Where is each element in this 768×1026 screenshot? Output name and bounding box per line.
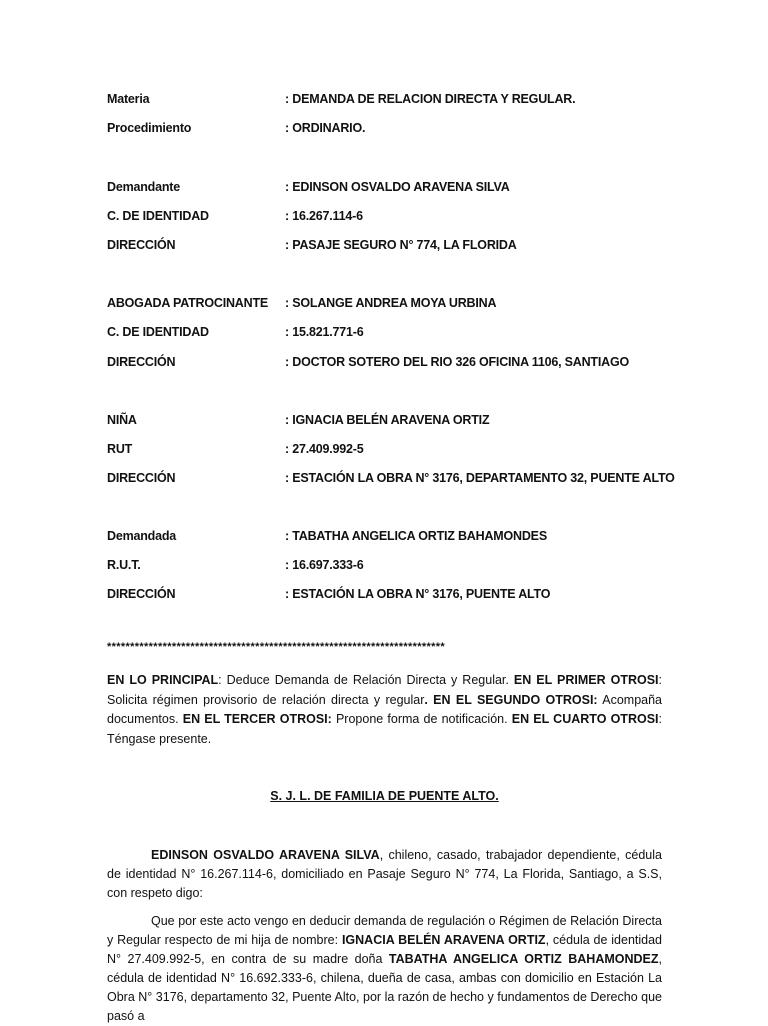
plaintiff-name: EDINSON OSVALDO ARAVENA SILVA xyxy=(151,848,380,862)
nina-rut-value: : 27.409.992-5 xyxy=(285,442,364,456)
separator-line: ************************************************************************* xyxy=(107,641,446,653)
sumilla-cuarto-otrosi: EN EL CUARTO OTROSI xyxy=(511,712,659,726)
header-row-nina xyxy=(107,413,707,431)
demandada-rut-label: R.U.T. xyxy=(107,558,141,572)
header-row-demandante-ci xyxy=(107,209,707,227)
sumilla-principal: EN LO PRINCIPAL xyxy=(107,673,219,687)
claim-text-1: Que por este acto vengo en deducir demanda de regulación o Régimen de Relación Directa y Regular respecto de mi hija de nombre: xyxy=(107,914,662,947)
header-row-abogada-dir xyxy=(107,355,707,373)
demandante-ci-value: : 16.267.114-6 xyxy=(285,209,363,223)
claim-text-2: , cédula de identidad N° 27.409.992-5, en contra de su madre doña xyxy=(107,933,663,966)
sumilla-text-1: : Deduce Demanda de Relación Directa y Regular. xyxy=(218,673,514,687)
abogada-dir-label: DIRECCIÓN xyxy=(107,355,176,369)
demandante-ci-label: C. DE IDENTIDAD xyxy=(107,209,209,223)
demandada-dir-value: : ESTACIÓN LA OBRA N° 3176, PUENTE ALTO xyxy=(285,587,551,601)
court-heading: S. J. L. DE FAMILIA DE PUENTE ALTO. xyxy=(270,789,499,803)
demandante-dir-label: DIRECCIÓN xyxy=(107,238,176,252)
nina-label: NIÑA xyxy=(107,413,137,427)
header-row-demandante xyxy=(107,180,707,198)
abogada-label: ABOGADA PATROCINANTE xyxy=(107,296,269,310)
sumilla-text-4: Propone forma de notificación. xyxy=(331,712,512,726)
intro-paragraph xyxy=(107,846,662,903)
claim-text-3: , cédula de identidad N° 16.692.333-6, chilena, dueña de casa, ambas con domicilio en Estación La Obra N° 3176, departamento 32, Puente Alto, por la razón de hecho y fundamentos de Derecho que pasó a xyxy=(107,952,662,1023)
intro-text: , chileno, casado, trabajador dependiente, cédula de identidad N° 16.267.114-6, domiciliado en Pasaje Seguro N° 774, La Florida, Santiago, a S.S, con respeto digo: xyxy=(107,848,662,900)
header-row-demandada xyxy=(107,529,707,547)
abogada-value: : SOLANGE ANDREA MOYA URBINA xyxy=(285,296,497,310)
nina-rut-label: RUT xyxy=(107,442,133,456)
sumilla-segundo-otrosi: . EN EL SEGUNDO OTROSI: xyxy=(424,692,598,707)
sumilla-text-5: : Téngase presente. xyxy=(107,712,662,746)
header-row-abogada xyxy=(107,296,707,314)
procedimiento-value: : ORDINARIO. xyxy=(285,121,366,135)
header-row-demandante-dir xyxy=(107,238,707,256)
header-row-nina-rut xyxy=(107,442,707,460)
sumilla-primer-otrosi: EN EL PRIMER OTROSI xyxy=(513,673,659,687)
header-row-demandada-rut xyxy=(107,558,707,576)
header-row-abogada-ci xyxy=(107,325,707,343)
abogada-ci-value: : 15.821.771-6 xyxy=(285,325,364,339)
demandante-label: Demandante xyxy=(107,180,181,194)
nina-dir-value: : ESTACIÓN LA OBRA N° 3176, DEPARTAMENTO 32, PUENTE ALTO xyxy=(285,471,675,485)
demandada-label: Demandada xyxy=(107,529,177,543)
nina-value: : IGNACIA BELÉN ARAVENA ORTIZ xyxy=(285,413,490,427)
demandada-value: : TABATHA ANGELICA ORTIZ BAHAMONDES xyxy=(285,529,547,543)
defendant-name: TABATHA ANGELICA ORTIZ BAHAMONDEZ xyxy=(388,952,659,966)
nina-dir-label: DIRECCIÓN xyxy=(107,471,176,485)
sumilla-tercer-otrosi: EN EL TERCER OTROSI: xyxy=(182,712,332,726)
header-row-materia xyxy=(107,92,707,110)
demandada-rut-value: : 16.697.333-6 xyxy=(285,558,364,572)
demandante-value: : EDINSON OSVALDO ARAVENA SILVA xyxy=(285,180,510,194)
materia-label: Materia xyxy=(107,92,150,106)
procedimiento-label: Procedimiento xyxy=(107,121,192,135)
header-row-demandada-dir xyxy=(107,587,707,605)
claim-paragraph xyxy=(107,912,662,1026)
child-name: IGNACIA BELÉN ARAVENA ORTIZ xyxy=(341,933,546,947)
demandada-dir-label: DIRECCIÓN xyxy=(107,587,176,601)
sumilla-paragraph xyxy=(107,671,662,749)
sumilla-text-3: Acompaña documentos. xyxy=(107,692,663,726)
header-row-procedimiento xyxy=(107,121,707,139)
abogada-dir-value: : DOCTOR SOTERO DEL RIO 326 OFICINA 1106, SANTIAGO xyxy=(285,355,630,369)
header-row-nina-dir xyxy=(107,471,707,489)
demandante-dir-value: : PASAJE SEGURO N° 774, LA FLORIDA xyxy=(285,238,517,252)
sumilla-text-2: : Solicita régimen provisorio de relación directa y regular xyxy=(107,673,663,707)
abogada-ci-label: C. DE IDENTIDAD xyxy=(107,325,209,339)
materia-value: : DEMANDA DE RELACION DIRECTA Y REGULAR. xyxy=(285,92,576,106)
